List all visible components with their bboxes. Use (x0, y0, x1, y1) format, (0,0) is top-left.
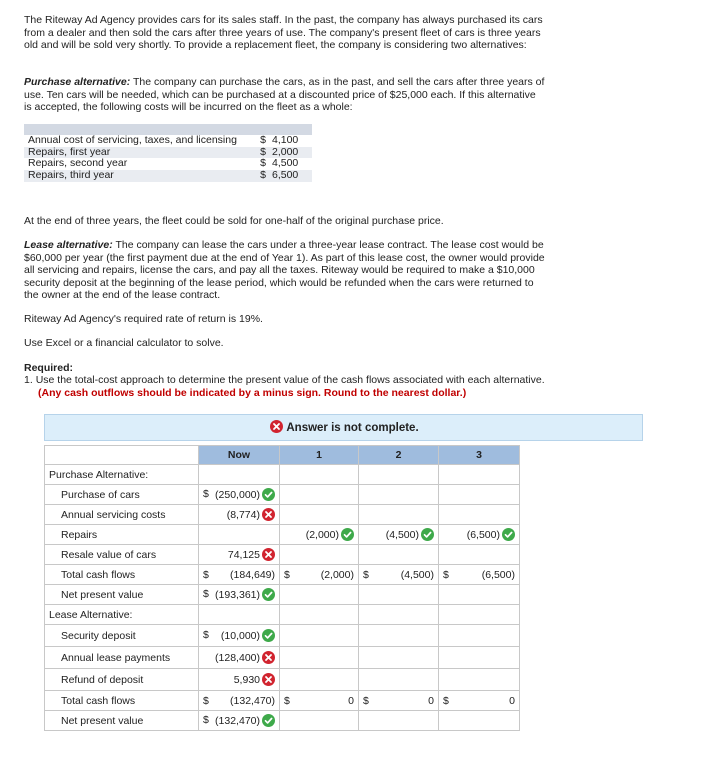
required-item: 1. Use the total-cost approach to determine the present value of the cash flows associated with each alternative. (Any cash outflows should be indicated by a minus sign. Round to the nearest dollar.) (24, 374, 545, 399)
table-row: Total cash flows $ (132,470) $ 0 $ 0 $ 0 (45, 691, 520, 711)
incorrect-icon (262, 673, 275, 686)
answer-grid (44, 445, 520, 731)
refund-now-input[interactable]: 5,930 (199, 669, 280, 691)
purchase-section-label: Purchase Alternative: (45, 465, 199, 485)
rate-paragraph: Riteway Ad Agency's required rate of return is 19%. (24, 313, 263, 325)
correct-icon (341, 528, 354, 541)
incorrect-icon (262, 651, 275, 664)
incorrect-icon (270, 420, 283, 433)
table-row: Repairs (2,000) (4,500) (6,500) (45, 525, 520, 545)
resale-now-input[interactable]: 74,125 (199, 545, 280, 565)
col-header-year-2: 2 (359, 446, 439, 465)
cost-table (24, 124, 312, 182)
table-row: Security deposit $ (10,000) (45, 625, 520, 647)
table-row: Total cash flows $ (184,649) $ (2,000) $ (4,500) $ (6,500) (45, 565, 520, 585)
lease-payments-now-input[interactable]: (128,400) (199, 647, 280, 669)
repairs-y3-input[interactable]: (6,500) (439, 525, 520, 545)
cost-row: Repairs, third year $ 6,500 (24, 170, 312, 182)
lease-alternative-text: The company can lease the cars under a three-year lease contract. The lease cost would be $60,000 per year (the first payment due at the end of Year 1). As part of this lease cost, the owner would provide all servicing and repairs, license the cars, and pay all the taxes. Riteway would be required to make a $10,000 security deposit at the beginning of the lease period, which would be refunded when the cars were returned to the owner at the end of the lease contract. (24, 239, 545, 302)
deposit-now-input[interactable]: $ (10,000) (199, 625, 280, 647)
correct-icon (262, 714, 275, 727)
section-row (45, 465, 520, 485)
banner-text: Answer is not complete. (286, 422, 419, 434)
table-row: Resale value of cars 74,125 (45, 545, 520, 565)
lease-alternative-paragraph (24, 239, 546, 302)
col-header-year-3: 3 (439, 446, 520, 465)
excel-paragraph: Use Excel or a financial calculator to solve. (24, 337, 224, 349)
cost-row: Repairs, first year $ 2,000 (24, 147, 312, 159)
npv-lease-input[interactable]: $ (132,470) (199, 711, 280, 731)
lease-alternative-label: Lease alternative: (24, 239, 113, 251)
npv-purchase-input[interactable]: $ (193,361) (199, 585, 280, 605)
purchase-alternative-paragraph (24, 76, 546, 114)
correct-icon (262, 488, 275, 501)
incorrect-icon (262, 548, 275, 561)
table-row: Net present value $ (193,361) (45, 585, 520, 605)
table-row: Annual servicing costs (8,774) (45, 505, 520, 525)
table-row: Net present value $ (132,470) (45, 711, 520, 731)
servicing-now-input[interactable]: (8,774) (199, 505, 280, 525)
cost-row: Repairs, second year $ 4,500 (28, 157, 299, 170)
purchase-cars-now-input[interactable]: $ (250,000) (199, 485, 280, 505)
purchase-alternative-label: Purchase alternative: (24, 76, 131, 88)
correct-icon (262, 588, 275, 601)
lease-section-label: Lease Alternative: (45, 605, 199, 625)
incorrect-icon (262, 508, 275, 521)
answer-status-banner (44, 414, 643, 441)
repairs-y2-input[interactable]: (4,500) (359, 525, 439, 545)
table-row: Annual lease payments (128,400) (45, 647, 520, 669)
section-row (45, 605, 520, 625)
col-header-now: Now (199, 446, 280, 465)
resale-paragraph: At the end of three years, the fleet could be sold for one-half of the original purchase price. (24, 215, 444, 227)
purchase-alternative-text: The company can purchase the cars, as in the past, and sell the cars after three years of use. Ten cars will be needed, which can be purchased at a discounted price of $25,000 each. If this alternative is accepted, the following costs will be incurred on the fleet as a whole: (24, 76, 545, 114)
intro-paragraph: The Riteway Ad Agency provides cars for its sales staff. In the past, the company has always purchased its cars from a dealer and then sold the cars after three years of use. The company's present fleet of cars is three years old and will be sold very shortly. To provide a replacement fleet, the company is considering two alternatives: (24, 14, 543, 52)
cost-row: Annual cost of servicing, taxes, and licensing $ 4,100 (28, 134, 299, 146)
table-row: Purchase of cars $ (250,000) (45, 485, 520, 505)
correct-icon (421, 528, 434, 541)
table-row: Refund of deposit 5,930 (45, 669, 520, 691)
col-header-year-1: 1 (280, 446, 359, 465)
correct-icon (262, 629, 275, 642)
correct-icon (502, 528, 515, 541)
required-title: Required: (24, 362, 74, 374)
repairs-y1-input[interactable]: (2,000) (280, 525, 359, 545)
